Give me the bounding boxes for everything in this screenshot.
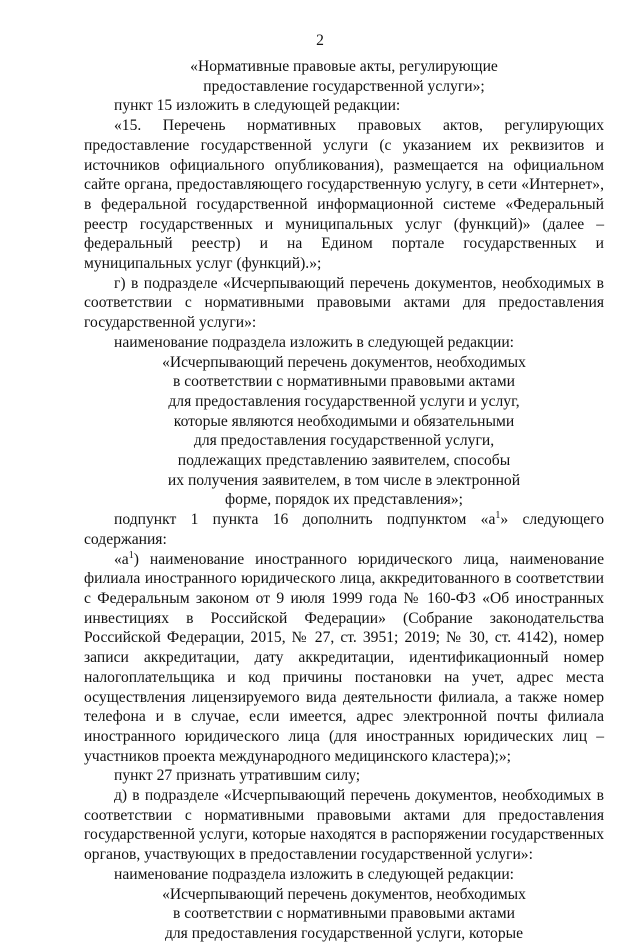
subitem-intro-text: подпункт 1 пункта 16 дополнить подпунктом «а	[114, 511, 496, 529]
heading-line-2: предоставление государственной услуги»;	[203, 77, 485, 95]
centered-title2-line-3: для предоставления государственной услуги, которые	[164, 924, 524, 942]
document-body	[84, 57, 604, 944]
centered-title-line-7: их получения заявителем, в том числе в электронной	[167, 471, 521, 489]
a1-superscript: 1	[128, 549, 134, 561]
centered-title-line-4: которые являются необходимыми и обязательными	[173, 412, 515, 430]
paragraph-name-instruction-2: наименование подраздела изложить в следующей редакции:	[114, 865, 514, 883]
paragraph-a1	[84, 550, 604, 767]
subitem-intro-superscript: 1	[495, 509, 501, 521]
centered-title-line-2: в соответствии с нормативными правовыми актами	[172, 373, 516, 391]
centered-title-line-5: для предоставления государственной услуги,	[193, 432, 495, 450]
page-number: 2	[316, 32, 324, 49]
paragraph-item-15-text: «15. Перечень нормативных правовых актов, регулирующих предоставление государственной услуги (с указанием их реквизитов и источников официального опубликования), размещается на официальном сайте органа, предоставляющего государственную услугу, в сети «Интернет», в федеральной государственной информационной системе «Федеральный реестр государственных и муниципальных услуг (функций)» (далее – федеральный реестр) и на Едином портале государственных и муниципальных услуг (функций).»;	[84, 117, 604, 273]
paragraph-item-27: пункт 27 признать утратившим силу;	[114, 767, 361, 785]
centered-title2-line-2: в соответствии с нормативными правовыми актами	[172, 905, 516, 923]
a1-open: «а	[114, 550, 129, 568]
paragraph-d: д) в подразделе «Исчерпывающий перечень документов, необходимых в соответствии с нормативными правовыми актами для предоставления государственной услуги, которые находятся в распоряжении государственных органов, участвующих в предоставлении государственной услуги»:	[84, 787, 604, 864]
centered-title-line-1: «Исчерпывающий перечень документов, необходимых	[162, 353, 526, 371]
centered-title-line-8: форме, порядок их представления»;	[225, 491, 463, 509]
heading-line-1: «Нормативные правовые акты, регулирующие	[190, 58, 498, 75]
centered-title-line-3: для предоставления государственной услуги и услуг,	[168, 392, 520, 410]
centered-title2-line-1: «Исчерпывающий перечень документов, необходимых	[162, 885, 526, 903]
paragraph-subitem-intro	[84, 510, 604, 549]
paragraph-name-instruction-1: наименование подраздела изложить в следующей редакции:	[114, 333, 514, 351]
a1-text: ) наименование иностранного юридического лица, наименование филиала иностранного юридического лица, аккредитованного в соответствии с Федеральным законом от 9 июля 1999 года № 160-ФЗ «Об иностранных инвестициях в Российской Федерации» (Собрание законодательства Российской Федерации, 2015, № 27, ст. 3951; 2019; № 30, ст. 4142), номер записи аккредитации, дату аккредитации, идентификационный номер налогоплательщика и код причины постановки на учет, адрес места осуществления лицензируемого вида деятельности филиала, а также номер телефона и в случае, если имеется, адрес электронной почты филиала иностранного юридического лица (для иностранных юридических лиц – участников проекта международного медицинского кластера);»;	[84, 550, 604, 765]
paragraph-item-15-intro: пункт 15 изложить в следующей редакции:	[114, 97, 401, 115]
centered-title-line-6: подлежащих представлению заявителем, способы	[177, 452, 511, 470]
paragraph-g: г) в подразделе «Исчерпывающий перечень документов, необходимых в соответствии с нормативными правовыми актами для предоставления государственной услуги»:	[84, 274, 604, 332]
subitem-intro-tail: » следующего содержания:	[84, 511, 604, 548]
